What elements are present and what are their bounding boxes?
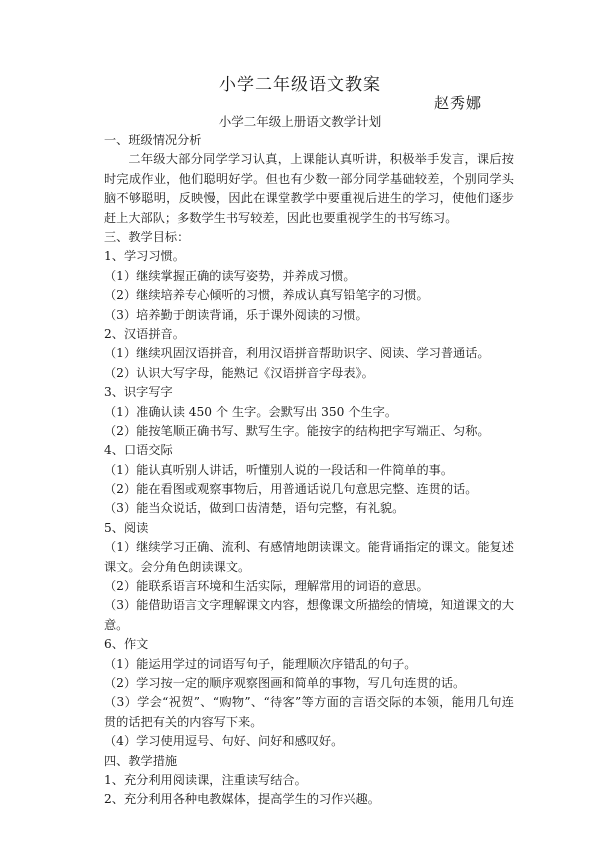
list-item: （1）准确认读 450 个 生字。会默写出 350 个生字。 bbox=[104, 404, 398, 419]
document-author: 赵秀娜 bbox=[434, 94, 483, 112]
document-title: 小学二年级语文教案 bbox=[219, 75, 381, 95]
list-item: （4）学习使用逗号、句好、问好和感叹好。 bbox=[104, 734, 344, 749]
class-analysis-paragraph: 二年级大部分同学学习认真，上课能认真听讲，积极举手发言，课后按时完成作业，他们聪明好学。但也有少数一部分同学基础较差，个别同学头脑不够聪明，反映慢，因此在课堂教学中要重视后进生的学习，使他们逐步赶上大部队；多数学生书写较差，因此也要重视学生的书写练习。 bbox=[104, 152, 514, 225]
list-item: （1）能运用学过的词语写句子，能理顺次序错乱的句子。 bbox=[104, 656, 417, 671]
list-item: （3）能借助语言文字理解课文内容，想像课文所描绘的情境，知道课文的大意。 bbox=[104, 598, 514, 632]
list-item: （1）继续巩固汉语拼音，利用汉语拼音帮助识字、阅读、学习普通话。 bbox=[104, 346, 490, 361]
goal-heading-oral: 4、口语交际 bbox=[104, 443, 173, 458]
document-body bbox=[104, 131, 514, 810]
goal-heading-study-habits: 1、学习习惯。 bbox=[104, 249, 185, 264]
list-item: （3）学会“祝贺”、“购物”、“待客”等方面的言语交际的本领，能用几句连贯的话把有关的内容写下来。 bbox=[104, 695, 514, 729]
document-subtitle: 小学二年级上册语文教学计划 bbox=[218, 114, 382, 129]
section-heading-class-analysis: 一、班级情况分析 bbox=[104, 133, 202, 147]
goal-heading-writing: 6、作文 bbox=[104, 637, 149, 652]
list-item: （1）继续学习正确、流利、有感情地朗读课文。能背诵指定的课文。能复述课文。会分角色朗读课文。 bbox=[104, 540, 514, 574]
list-item: （2）认识大写字母，能熟记《汉语拼音字母表》。 bbox=[104, 365, 374, 380]
list-item: （1）继续掌握正确的读写姿势，并养成习惯。 bbox=[104, 268, 356, 283]
list-item: （3）能当众说话，做到口齿清楚，语句完整，有礼貌。 bbox=[104, 501, 405, 516]
list-item: （2）能在看图或观察事物后，用普通话说几句意思完整、连贯的话。 bbox=[104, 482, 478, 497]
goal-heading-reading: 5、阅读 bbox=[104, 520, 149, 535]
list-item: （2）能联系语言环境和生活实际，理解常用的词语的意思。 bbox=[104, 579, 429, 594]
section-heading-measures: 四、教学措施 bbox=[104, 753, 178, 768]
list-item: （2）继续培养专心倾听的习惯，养成认真写铅笔字的习惯。 bbox=[104, 288, 429, 303]
list-item: （2）能按笔顺正确书写、默写生字。能按字的结构把字写端正、匀称。 bbox=[104, 423, 490, 438]
list-item: 2、充分利用各种电教媒体，提高学生的习作兴趣。 bbox=[104, 792, 380, 807]
list-item: （2）学习按一定的顺序观察图画和简单的事物，写几句连贯的话。 bbox=[104, 676, 466, 691]
list-item: （3）培养勤于朗读背诵，乐于课外阅读的习惯。 bbox=[104, 307, 368, 322]
goal-heading-literacy: 3、识字写字 bbox=[104, 385, 173, 400]
section-heading-teaching-goals: 三、教学目标： bbox=[104, 230, 190, 245]
goal-heading-pinyin: 2、汉语拼音。 bbox=[104, 326, 185, 341]
list-item: 1、充分利用阅读课，注重读写结合。 bbox=[104, 773, 307, 788]
list-item: （1）能认真听别人讲话，听懂别人说的一段话和一件简单的事。 bbox=[104, 462, 454, 477]
